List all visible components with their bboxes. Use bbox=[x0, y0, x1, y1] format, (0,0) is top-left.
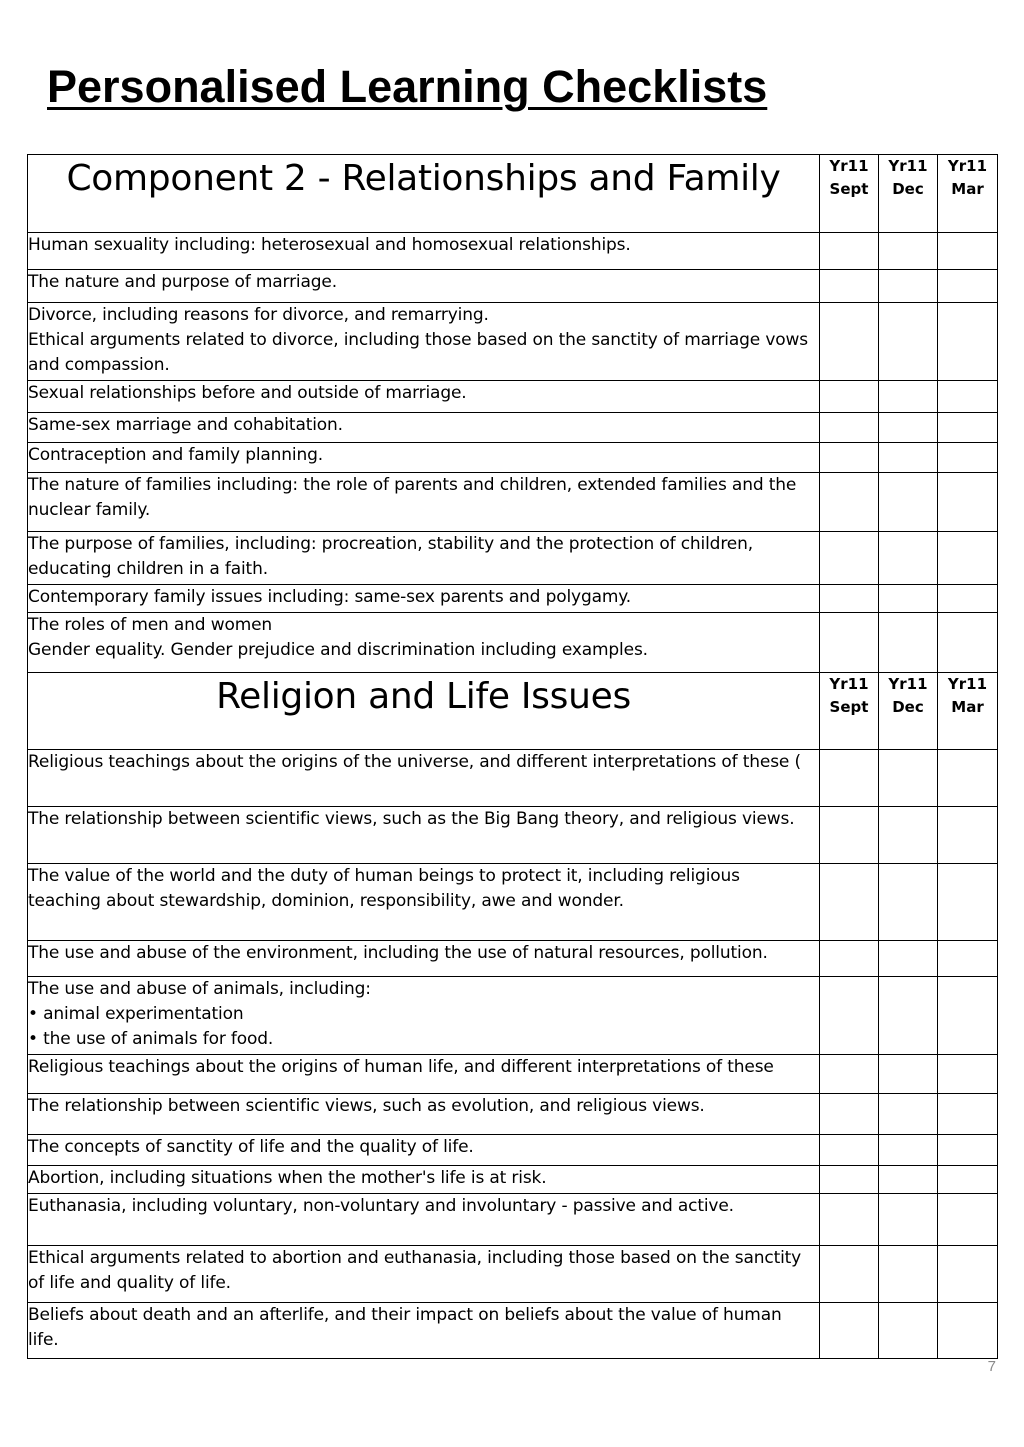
column-month-label: Dec bbox=[892, 180, 924, 198]
checklist-box[interactable] bbox=[879, 585, 938, 613]
topic-cell bbox=[28, 1194, 820, 1246]
checklist-box[interactable] bbox=[820, 473, 879, 532]
topic-text-line: The relationship between scientific views, such as evolution, and religious views. bbox=[28, 1096, 705, 1116]
topic-cell bbox=[28, 1094, 820, 1135]
topic-cell bbox=[28, 532, 820, 585]
checklist-box[interactable] bbox=[938, 750, 998, 807]
topic-text-line: Same-sex marriage and cohabitation. bbox=[28, 415, 343, 435]
topic-text-line: educating children in a faith. bbox=[28, 559, 268, 579]
topic-text-line: The concepts of sanctity of life and the quality of life. bbox=[28, 1137, 474, 1157]
topic-cell bbox=[28, 443, 820, 473]
checklist-box[interactable] bbox=[879, 303, 938, 381]
topic-row bbox=[28, 381, 998, 413]
checklist-box[interactable] bbox=[879, 381, 938, 413]
topic-row bbox=[28, 1303, 998, 1359]
topic-text-line: life. bbox=[28, 1330, 59, 1350]
topic-text-line: of life and quality of life. bbox=[28, 1273, 231, 1293]
checklist-box[interactable] bbox=[820, 750, 879, 807]
checklist-box[interactable] bbox=[820, 1303, 879, 1359]
topic-cell bbox=[28, 585, 820, 613]
checklist-box[interactable] bbox=[879, 864, 938, 941]
checklist-box[interactable] bbox=[879, 1135, 938, 1166]
checklist-box[interactable] bbox=[820, 1246, 879, 1303]
column-month-label: Dec bbox=[892, 698, 924, 716]
checklist-box[interactable] bbox=[820, 1135, 879, 1166]
checklist-box[interactable] bbox=[879, 1246, 938, 1303]
topic-row bbox=[28, 585, 998, 613]
column-year-label: Yr11 bbox=[947, 675, 988, 693]
checklist-box[interactable] bbox=[820, 613, 879, 673]
section-heading: Religion and Life Issues bbox=[28, 673, 820, 750]
checklist-box[interactable] bbox=[820, 864, 879, 941]
topic-row bbox=[28, 807, 998, 864]
checklist-box[interactable] bbox=[820, 270, 879, 303]
checklist-box[interactable] bbox=[938, 1166, 998, 1194]
topic-text-line: Religious teachings about the origins of the universe, and different interpretations of these ( bbox=[28, 752, 801, 772]
checklist-box[interactable] bbox=[820, 807, 879, 864]
topic-text-line: Ethical arguments related to abortion and euthanasia, including those based on the sanctity bbox=[28, 1248, 802, 1268]
checklist-box[interactable] bbox=[938, 864, 998, 941]
topic-text-line: • the use of animals for food. bbox=[28, 1029, 274, 1049]
topic-row bbox=[28, 1055, 998, 1094]
checklist-box[interactable] bbox=[938, 1094, 998, 1135]
topic-text-line: Religious teachings about the origins of human life, and different interpretations of these bbox=[28, 1057, 774, 1077]
checkpoint-column-header bbox=[820, 155, 879, 233]
checklist-box[interactable] bbox=[820, 1194, 879, 1246]
checklist-box[interactable] bbox=[938, 1246, 998, 1303]
checklist-box[interactable] bbox=[820, 585, 879, 613]
topic-cell bbox=[28, 1135, 820, 1166]
topic-row bbox=[28, 864, 998, 941]
column-month-label: Sept bbox=[829, 698, 869, 716]
checklist-box[interactable] bbox=[879, 1166, 938, 1194]
topic-row bbox=[28, 413, 998, 443]
topic-row bbox=[28, 1194, 998, 1246]
topic-text-line: The use and abuse of animals, including: bbox=[28, 979, 371, 999]
topic-row bbox=[28, 443, 998, 473]
topic-row bbox=[28, 977, 998, 1055]
checklist-box[interactable] bbox=[938, 613, 998, 673]
column-year-label: Yr11 bbox=[947, 157, 988, 175]
checklist-box[interactable] bbox=[938, 585, 998, 613]
column-year-label: Yr11 bbox=[888, 675, 928, 693]
topic-text-line: Beliefs about death and an afterlife, and their impact on beliefs about the value of human bbox=[28, 1305, 782, 1325]
checkpoint-column-header bbox=[820, 673, 879, 750]
checklist-box[interactable] bbox=[820, 303, 879, 381]
checklist-box[interactable] bbox=[938, 1135, 998, 1166]
checklist-box[interactable] bbox=[938, 233, 998, 270]
checklist-box[interactable] bbox=[938, 941, 998, 977]
checklist-box[interactable] bbox=[820, 233, 879, 270]
section-header-row bbox=[28, 155, 998, 233]
topic-row bbox=[28, 1246, 998, 1303]
topic-row bbox=[28, 941, 998, 977]
column-month-label: Mar bbox=[951, 698, 984, 716]
checkpoint-column-header bbox=[879, 155, 938, 233]
checklist-box[interactable] bbox=[820, 941, 879, 977]
checklist-box[interactable] bbox=[938, 977, 998, 1055]
section-heading: Component 2 - Relationships and Family bbox=[28, 155, 820, 233]
checklist-box[interactable] bbox=[820, 532, 879, 585]
topic-text-line: Contraception and family planning. bbox=[28, 445, 324, 465]
topic-row bbox=[28, 532, 998, 585]
topic-cell bbox=[28, 270, 820, 303]
page-number: 7 bbox=[987, 1358, 996, 1375]
checklist-box[interactable] bbox=[938, 473, 998, 532]
checklist-box[interactable] bbox=[820, 443, 879, 473]
checklist-box[interactable] bbox=[938, 1194, 998, 1246]
column-year-label: Yr11 bbox=[829, 157, 869, 175]
checklist-box[interactable] bbox=[879, 977, 938, 1055]
checklist-box[interactable] bbox=[879, 1303, 938, 1359]
topic-text-line: teaching about stewardship, dominion, responsibility, awe and wonder. bbox=[28, 891, 624, 911]
checklist-box[interactable] bbox=[820, 977, 879, 1055]
topic-cell bbox=[28, 1166, 820, 1194]
topic-cell bbox=[28, 807, 820, 864]
topic-text-line: The use and abuse of the environment, including the use of natural resources, pollution. bbox=[28, 943, 768, 963]
checkpoint-column-header bbox=[938, 155, 998, 233]
topic-row bbox=[28, 750, 998, 807]
checklist-box[interactable] bbox=[938, 807, 998, 864]
checkpoint-column-header bbox=[938, 673, 998, 750]
checklist-box[interactable] bbox=[938, 1055, 998, 1094]
checklist-box[interactable] bbox=[879, 443, 938, 473]
topic-cell bbox=[28, 233, 820, 270]
topic-row bbox=[28, 473, 998, 532]
topic-cell bbox=[28, 303, 820, 381]
topic-text-line: Ethical arguments related to divorce, including those based on the sanctity of marriage vows bbox=[28, 330, 808, 350]
checklist-box[interactable] bbox=[938, 270, 998, 303]
checklist-box[interactable] bbox=[879, 233, 938, 270]
column-month-label: Mar bbox=[951, 180, 984, 198]
topic-row bbox=[28, 270, 998, 303]
topic-text-line: Contemporary family issues including: same-sex parents and polygamy. bbox=[28, 587, 632, 607]
checklist-box[interactable] bbox=[938, 532, 998, 585]
checklist-box[interactable] bbox=[879, 270, 938, 303]
topic-cell bbox=[28, 1055, 820, 1094]
topic-text-line: Divorce, including reasons for divorce, and remarrying. bbox=[28, 305, 489, 325]
checklist-box[interactable] bbox=[879, 532, 938, 585]
topic-text-line: nuclear family. bbox=[28, 500, 151, 520]
topic-cell bbox=[28, 413, 820, 443]
topic-text-line: The roles of men and women bbox=[28, 615, 273, 635]
checklist-box[interactable] bbox=[879, 1055, 938, 1094]
checklist-box[interactable] bbox=[879, 941, 938, 977]
topic-cell bbox=[28, 473, 820, 532]
column-month-label: Sept bbox=[829, 180, 869, 198]
topic-row bbox=[28, 1166, 998, 1194]
checklist-box[interactable] bbox=[938, 413, 998, 443]
topic-text-line: The nature and purpose of marriage. bbox=[28, 272, 337, 292]
topic-text-line: Abortion, including situations when the mother's life is at risk. bbox=[28, 1168, 547, 1188]
checklist-box[interactable] bbox=[820, 413, 879, 443]
topic-text-line: Euthanasia, including voluntary, non-voluntary and involuntary - passive and active. bbox=[28, 1196, 734, 1216]
section-header-row bbox=[28, 673, 998, 750]
page-title: Personalised Learning Checklists bbox=[47, 61, 768, 112]
checklist-box[interactable] bbox=[820, 1094, 879, 1135]
topic-cell bbox=[28, 977, 820, 1055]
topic-text-line: • animal experimentation bbox=[28, 1004, 244, 1024]
checklist-box[interactable] bbox=[879, 750, 938, 807]
topic-text-line: and compassion. bbox=[28, 355, 170, 375]
topic-row bbox=[28, 233, 998, 270]
topic-text-line: The nature of families including: the role of parents and children, extended families and the bbox=[28, 475, 797, 495]
checklist-box[interactable] bbox=[879, 1194, 938, 1246]
topic-cell bbox=[28, 941, 820, 977]
checklist-box[interactable] bbox=[938, 381, 998, 413]
checklist-box[interactable] bbox=[820, 381, 879, 413]
topic-cell bbox=[28, 864, 820, 941]
learning-checklist-table bbox=[27, 154, 998, 1359]
topic-cell bbox=[28, 1246, 820, 1303]
topic-cell bbox=[28, 381, 820, 413]
topic-cell bbox=[28, 750, 820, 807]
topic-text-line: Human sexuality including: heterosexual and homosexual relationships. bbox=[28, 235, 631, 255]
column-year-label: Yr11 bbox=[829, 675, 869, 693]
checklist-box[interactable] bbox=[820, 1055, 879, 1094]
checklist-box[interactable] bbox=[879, 613, 938, 673]
topic-row bbox=[28, 303, 998, 381]
topic-row bbox=[28, 1094, 998, 1135]
topic-text-line: The relationship between scientific views, such as the Big Bang theory, and religious views. bbox=[28, 809, 795, 829]
checklist-box[interactable] bbox=[938, 303, 998, 381]
topic-cell bbox=[28, 1303, 820, 1359]
column-year-label: Yr11 bbox=[888, 157, 928, 175]
checklist-box[interactable] bbox=[879, 473, 938, 532]
topic-text-line: The purpose of families, including: procreation, stability and the protection of children, bbox=[28, 534, 753, 554]
checklist-box[interactable] bbox=[879, 413, 938, 443]
checklist-box[interactable] bbox=[938, 443, 998, 473]
topic-text-line: Gender equality. Gender prejudice and discrimination including examples. bbox=[28, 640, 648, 660]
checklist-box[interactable] bbox=[938, 1303, 998, 1359]
checklist-box[interactable] bbox=[879, 1094, 938, 1135]
checkpoint-column-header bbox=[879, 673, 938, 750]
topic-row bbox=[28, 1135, 998, 1166]
checklist-box[interactable] bbox=[879, 807, 938, 864]
topic-row bbox=[28, 613, 998, 673]
checklist-box[interactable] bbox=[820, 1166, 879, 1194]
topic-cell bbox=[28, 613, 820, 673]
topic-text-line: Sexual relationships before and outside of marriage. bbox=[28, 383, 467, 403]
topic-text-line: The value of the world and the duty of human beings to protect it, including religious bbox=[28, 866, 740, 886]
